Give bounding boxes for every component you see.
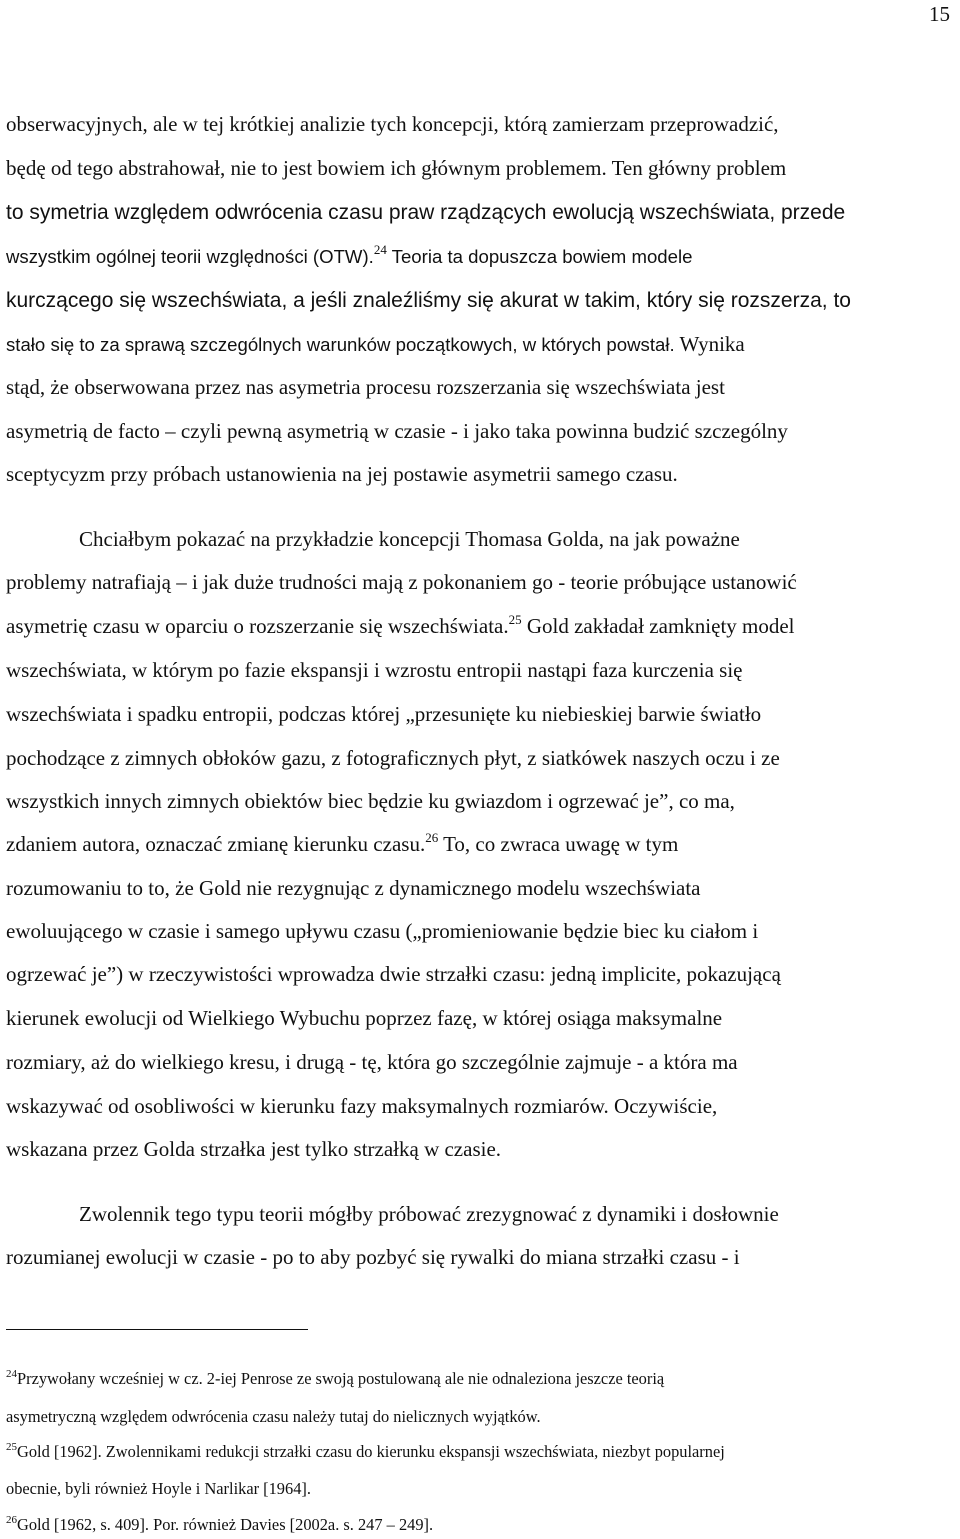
p2-line-14: wskazywać od osobliwości w kierunku fazy maksymalnych rozmiarów. Oczywiście,	[6, 1094, 718, 1118]
page-number: 15	[929, 2, 950, 26]
p2-line-7: wszystkich innych zimnych obiektów biec będzie ku gwiazdom i ogrzewać je”, co ma,	[6, 789, 735, 813]
footnote-26	[6, 1514, 434, 1534]
footnote-24	[6, 1368, 665, 1388]
footnote-ref-25[interactable]: 25	[508, 612, 522, 627]
p1-line-4-text-a: wszystkim ogólnej teorii względności (OTW).	[6, 246, 374, 267]
footnote-25-line-2: obecnie, byli również Hoyle i Narlikar [1964].	[6, 1479, 311, 1498]
p1-line-3: to symetria względem odwrócenia czasu praw rządzących ewolucją wszechświata, przede	[6, 201, 846, 224]
p2-line-15: wskazana przez Golda strzałka jest tylko strzałką w czasie.	[6, 1137, 502, 1161]
p1-line-5: kurczącego się wszechświata, a jeśli znaleźliśmy się akurat w takim, który się rozszerza, to	[6, 289, 851, 312]
footnote-25-number: 25	[6, 1441, 17, 1453]
p2-line-6: pochodzące z zimnych obłoków gazu, z fotograficznych płyt, z siatkówek naszych oczu i ze	[6, 746, 780, 770]
p1-line-6-text-a: stało się to za sprawą szczególnych warunków początkowych, w których powstał.	[6, 334, 675, 355]
p3-line-1: Zwolennik tego typu teorii mógłby próbować zrezygnować z dynamiki i dosłownie	[79, 1202, 779, 1226]
p2-line-8	[6, 830, 679, 856]
p2-line-3	[6, 612, 795, 638]
p1-line-9: sceptycyzm przy próbach ustanowienia na jej postawie asymetrii samego czasu.	[6, 462, 678, 486]
p3-line-2: rozumianej ewolucji w czasie - po to aby pozbyć się rywalki do miana strzałki czasu - i	[6, 1245, 740, 1269]
footnote-24-text: Przywołany wcześniej w cz. 2-iej Penrose ze swoją postulowaną ale nie odnaleziona jeszcze teorią	[17, 1369, 665, 1388]
p2-line-8-text-b: To, co zwraca uwagę w tym	[438, 832, 679, 856]
p1-line-4	[6, 242, 693, 267]
footnote-ref-26[interactable]: 26	[425, 830, 439, 845]
p1-line-8: asymetrią de facto – czyli pewną asymetrią w czasie - i jako taka powinna budzić szczególny	[6, 419, 788, 443]
p2-line-5: wszechświata i spadku entropii, podczas której „przesunięte ku niebieskiej barwie światło	[6, 702, 762, 726]
p2-line-9: rozumowaniu to to, że Gold nie rezygnując z dynamicznego modelu wszechświata	[6, 876, 701, 900]
p2-line-1: Chciałbym pokazać na przykładzie koncepcji Thomasa Golda, na jak poważne	[79, 527, 740, 551]
p2-line-11: ogrzewać je”) w rzeczywistości wprowadza dwie strzałki czasu: jedną implicite, pokazującą	[6, 962, 781, 986]
footnote-24-line-2: asymetryczną względem odwrócenia czasu należy tutaj do nielicznych wyjątków.	[6, 1407, 541, 1426]
footnote-ref-24[interactable]: 24	[373, 242, 387, 257]
p2-line-10: ewoluującego w czasie i samego upływu czasu („promieniowanie będzie biec ku ciałom i	[6, 919, 759, 943]
footnote-25-text: Gold [1962]. Zwolennikami redukcji strzałki czasu do kierunku ekspansji wszechświata, niezbyt popularnej	[17, 1442, 725, 1461]
p1-line-6	[6, 334, 745, 355]
p2-line-3-text-b: Gold zakładał zamknięty model	[521, 614, 795, 638]
footnote-26-number: 26	[6, 1514, 17, 1526]
p1-line-7: stąd, że obserwowana przez nas asymetria procesu rozszerzania się wszechświata jest	[6, 375, 725, 399]
p2-line-12: kierunek ewolucji od Wielkiego Wybuchu poprzez fazę, w której osiąga maksymalne	[6, 1006, 723, 1030]
p2-line-2: problemy natrafiają – i jak duże trudności mają z pokonaniem go - teorie próbujące ustanowić	[6, 570, 797, 594]
p1-line-6-text-b: Wynika	[674, 332, 745, 356]
p1-line-4-text-b: Teoria ta dopuszcza bowiem modele	[386, 246, 693, 267]
p1-line-2: będę od tego abstrahował, nie to jest bowiem ich głównym problemem. Ten główny problem	[6, 156, 787, 180]
p2-line-13: rozmiary, aż do wielkiego kresu, i drugą - tę, która go szczególnie zajmuje - a która ma	[6, 1050, 738, 1074]
p1-line-1: obserwacyjnych, ale w tej krótkiej analizie tych koncepcji, którą zamierzam przeprowadzić,	[6, 112, 779, 136]
p2-line-3-text-a: asymetrię czasu w oparciu o rozszerzanie się wszechświata.	[6, 614, 509, 638]
footnote-25	[6, 1441, 725, 1461]
footnote-26-text: Gold [1962, s. 409]. Por. również Davies [2002a. s. 247 – 249].	[17, 1515, 434, 1534]
footnote-24-number: 24	[6, 1368, 17, 1380]
p2-line-8-text-a: zdaniem autora, oznaczać zmianę kierunku czasu.	[6, 832, 426, 856]
footnote-separator	[6, 1329, 308, 1330]
p2-line-4: wszechświata, w którym po fazie ekspansji i wzrostu entropii nastąpi faza kurczenia się	[6, 658, 743, 682]
